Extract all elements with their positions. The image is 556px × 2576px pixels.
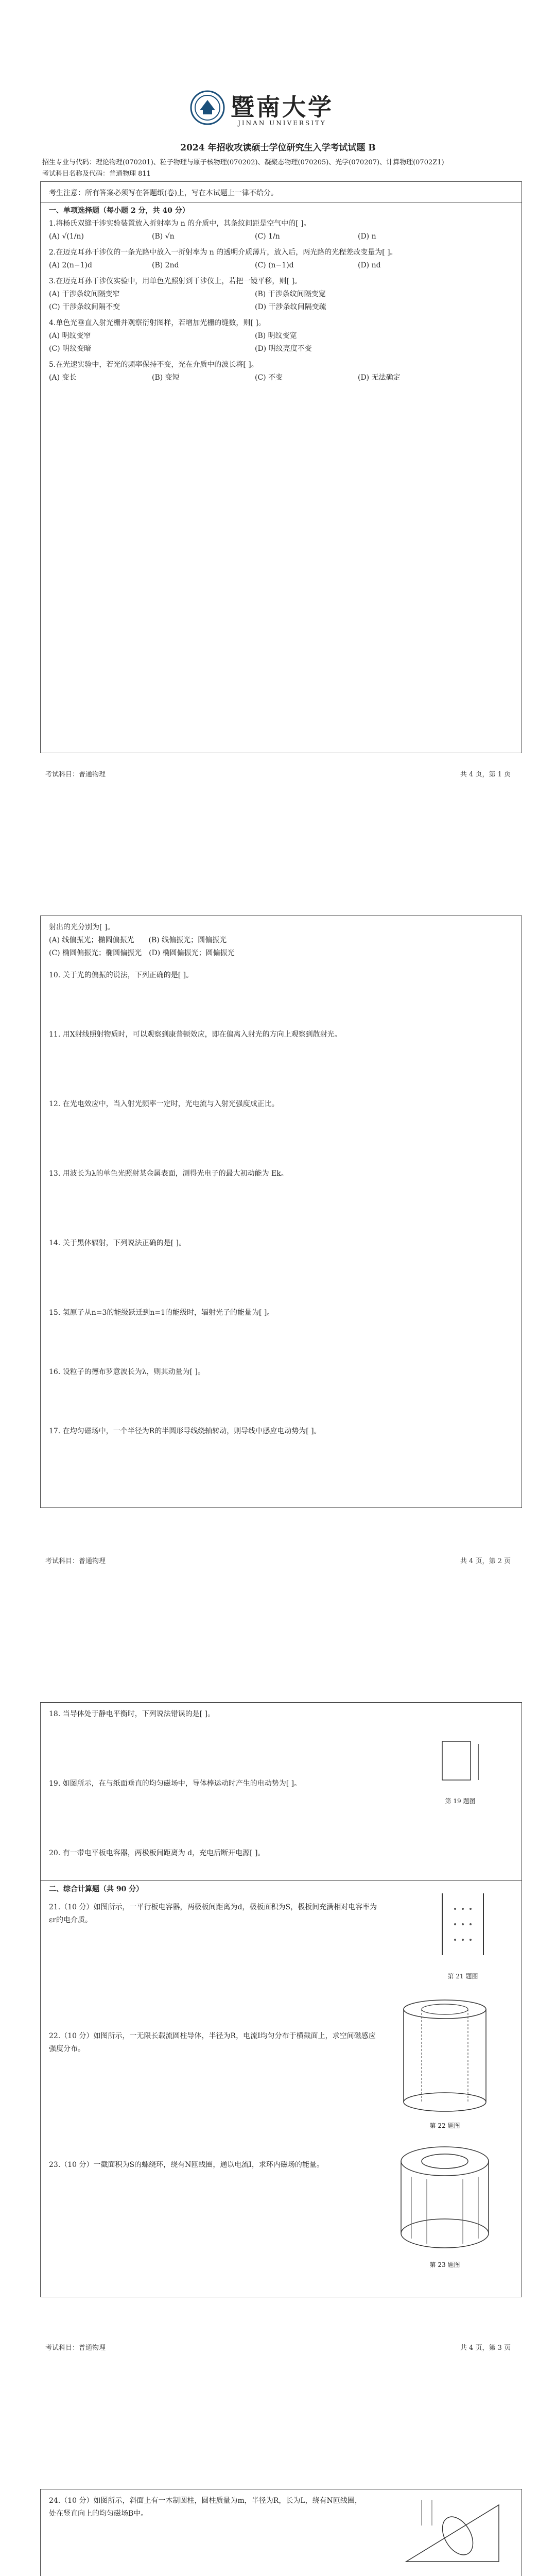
question-sheet-3 (40, 1702, 522, 2297)
university-name-en: JINAN UNIVERSITY (238, 120, 326, 127)
exam-title: 2024 年招收攻读硕士学位研究生入学考试试题 B (180, 143, 376, 153)
figure-21 (432, 1888, 494, 1983)
figure-19-caption: 第 19 题图 (445, 1798, 476, 1805)
page-4 (0, 2360, 556, 2576)
q9-tail: 射出的光分别为[ ]。 (49, 923, 115, 931)
university-name-cn: 暨南大学 (231, 93, 334, 121)
q9-options-ab: (A) 线偏振光；椭圆偏振光 (B) 线偏振光；圆偏振光 (49, 936, 227, 944)
question-sheet-1 (40, 181, 522, 753)
rectangle-loop-icon (432, 1734, 489, 1790)
question-sheet-4 (40, 2489, 522, 2576)
figure-19 (432, 1734, 489, 1808)
question-14: 14. 关于黑体辐射，下列说法正确的是[ ]。 (49, 1239, 186, 1247)
page-footer-2: 考试科目：普通物理 共 4 页，第 2 页 (45, 1557, 511, 1565)
toroid-coil-icon (396, 2141, 494, 2254)
question-11: 11. 用X射线照射物质时，可以观察到康普顿效应，即在偏离入射光的方向上观察到散射光。 (49, 1030, 342, 1039)
figure-21-caption: 第 21 题图 (447, 1973, 478, 1980)
university-logo (189, 89, 334, 127)
page-1 (0, 0, 556, 787)
question-20: 20. 有一带电平板电容器，两极板间距离为 d，充电后断开电源[ ]。 (49, 1849, 265, 1857)
figure-24 (401, 2495, 504, 2576)
page-2 (0, 787, 556, 1573)
page-3 (0, 1573, 556, 2360)
page-footer-3: 考试科目：普通物理 共 4 页，第 3 页 (45, 2344, 511, 2352)
question-17: 17. 在均匀磁场中，一个半径为R的半圆形导线绕轴转动，则导线中感应电动势为[ ]。 (49, 1427, 321, 1435)
question-5: 5.在光速实验中，若光的频率保持不变，光在介质中的波长将[ ]。 (A) 变长 (B) 变短 (C) 不变 (D) 无法确定 (49, 361, 401, 382)
info-line-subject: 考试科目名称及代码：普通物理 811 (42, 170, 151, 178)
section1-title: 一、单项选择题（每小题 2 分，共 40 分） (49, 207, 189, 215)
question-13: 13. 用波长为λ的单色光照射某金属表面，测得光电子的最大初动能为 Ek。 (49, 1170, 288, 1178)
section2-title: 二、综合计算题（共 90 分） (49, 1885, 144, 1893)
question-10: 10. 关于光的偏振的说法，下列正确的是[ ]。 (49, 971, 194, 979)
figure-23 (396, 2141, 494, 2272)
exam-info (42, 157, 521, 180)
question-12: 12. 在光电效应中，当入射光频率一定时，光电流与入射光强度成正比。 (49, 1100, 279, 1108)
figure-22-caption: 第 22 题图 (429, 2122, 460, 2129)
info-line-majors: 招生专业与代码：理论物理(070201)、粒子物理与原子核物理(070202)、凝聚态物理(070205)、光学(070207)、计算物理(0702Z1) (42, 159, 444, 166)
question-2: 2.在迈克耳孙干涉仪的一条光路中放入一折射率为 n 的透明介质薄片，放入后，两光路的光程差改变量为[ ]。 (A) 2(n−1)d (B) 2nd (C) (n−1)d (D) nd (49, 248, 397, 269)
page-footer-1: 考试科目：普通物理 共 4 页，第 1 页 (45, 771, 511, 778)
problem-24: 24.（10 分）如图所示，斜面上有一木制圆柱，圆柱质量为m，半径为R，长为L，绕有N匝线圈，处在竖直向上的均匀磁场B中。 (49, 2497, 362, 2518)
capacitor-plates-icon (432, 1888, 494, 1965)
question-3: 3.在迈克耳孙干涉仪实验中，用单色光照射到干涉仪上，若把一镜平移，则[ ]。 (A) 干涉条纹间隔变窄 (B) 干涉条纹间隔变宽 (C) 干涉条纹间隔不变 (D) 干涉条纹间隔变疏 (49, 277, 326, 311)
university-emblem-icon (189, 90, 225, 126)
cylinder-conductor-icon (396, 1996, 494, 2115)
question-4: 4.单色光垂直入射光栅并观察衍射图样，若增加光栅的缝数，则[ ]。 (A) 明纹变窄 (B) 明纹变宽 (C) 明纹变暗 (D) 明纹亮度不变 (49, 319, 312, 353)
figure-22 (396, 1996, 494, 2132)
problem-23: 23.（10 分）一截面积为S的螺绕环，绕有N匝线圈，通以电流I，求环内磁场的能量。 (49, 2161, 324, 2169)
inclined-cylinder-icon (401, 2495, 504, 2572)
question-15: 15. 氢原子从n=3的能级跃迁到n=1的能级时，辐射光子的能量为[ ]。 (49, 1309, 274, 1317)
question-18: 18. 当导体处于静电平衡时，下列说法错误的是[ ]。 (49, 1710, 215, 1718)
problem-21: 21.（10 分）如图所示，一平行板电容器，两极板间距离为d，极板面积为S，极板间充满相对电容率为εr的电介质。 (49, 1903, 377, 1924)
question-19: 19. 如图所示，在与纸面垂直的均匀磁场中，导体棒运动时产生的电动势为[ ]。 (49, 1780, 302, 1788)
question-sheet-2 (40, 916, 522, 1508)
question-16: 16. 设粒子的德布罗意波长为λ，则其动量为[ ]。 (49, 1368, 205, 1376)
q9-options-cd: (C) 椭圆偏振光；椭圆偏振光 (D) 椭圆偏振光；圆偏振光 (49, 949, 235, 957)
exam-note: 考生注意：所有答案必须写在答题纸(卷)上，写在本试题上一律不给分。 (49, 189, 278, 197)
figure-23-caption: 第 23 题图 (429, 2261, 460, 2268)
problem-22: 22.（10 分）如图所示，一无限长载流圆柱导体，半径为R，电流I均匀分布于横截面上，求空间磁感应强度分布。 (49, 2032, 376, 2053)
question-1: 1.将杨氏双缝干涉实验装置放入折射率为 n 的介质中，其条纹间距是空气中的[ ]。 (A) √(1/n) (B) √n (C) 1/n (D) n (49, 219, 376, 241)
